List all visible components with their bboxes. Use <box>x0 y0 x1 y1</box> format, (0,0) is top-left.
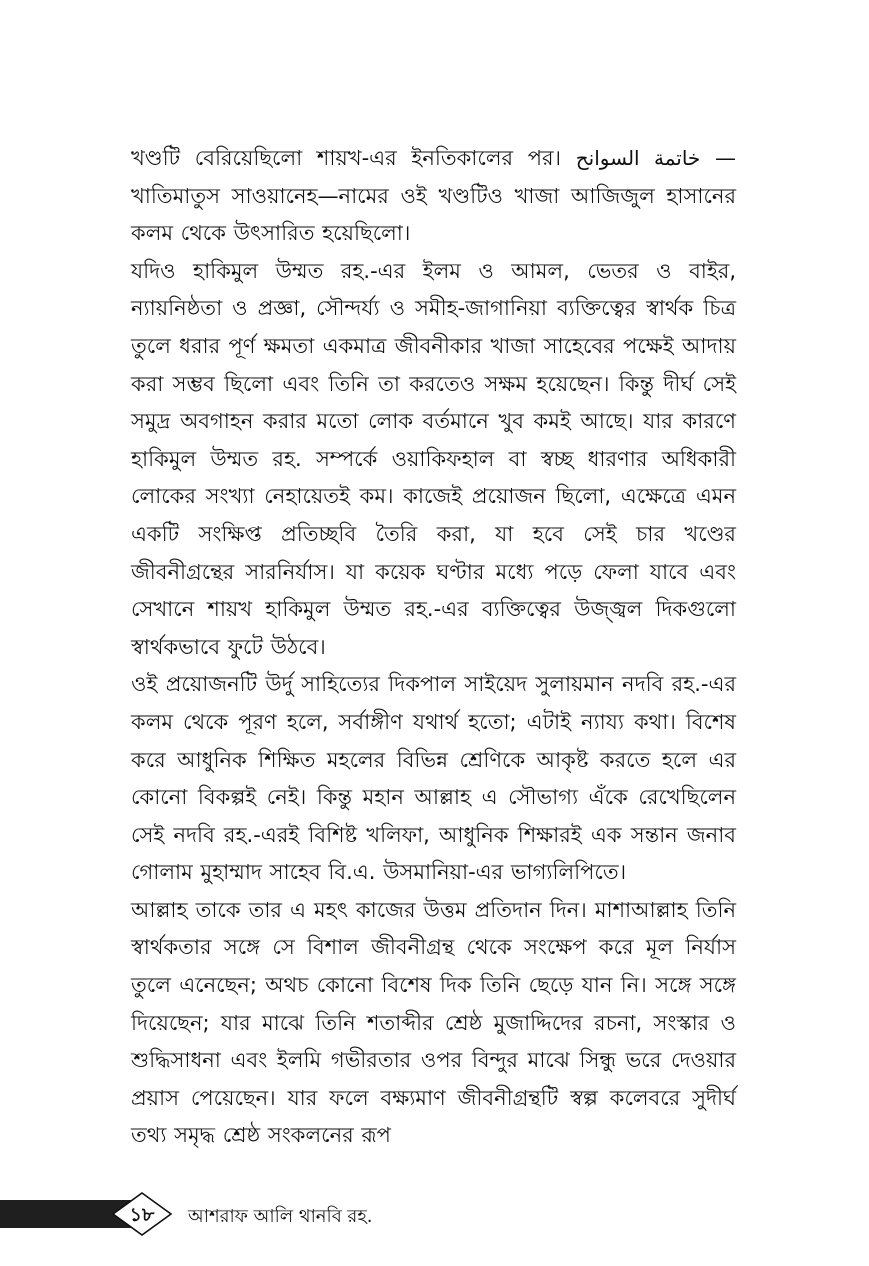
paragraph-1-text: খণ্ডটি বেরিয়েছিলো শায়খ-এর ইনতিকালের পর। <box>131 146 576 170</box>
running-title: আশরাফ আলি থানবি রহ. <box>188 1206 373 1227</box>
paragraph-1 <box>131 140 736 253</box>
paragraph-4: আল্লাহ তাকে তার এ মহৎ কাজের উত্তম প্রতিদান দিন। মাশাআল্লাহ তিনি স্বার্থকতার সঙ্গে সে বিশাল জীবনীগ্রন্থ থেকে সংক্ষেপ করে মূল নির্যাস তুলে এনেছেন; অথচ কোনো বিশেষ দিক তিনি ছেড়ে যান নি। সঙ্গে সঙ্গে দিয়েছেন; যার মাঝে তিনি শতাব্দীর শ্রেষ্ঠ মুজাদ্দিদের রচনা, সংস্কার ও শুদ্ধিসাধনা এবং ইলমি গভীরতার ওপর বিন্দুর মাঝে সিন্ধু ভরে দেওয়ার প্রয়াস পেয়েছেন। যার ফলে বক্ষ্যমাণ জীবনীগ্রন্থটি স্বল্প কলেবরে সুদীর্ঘ তথ্য সমৃদ্ধ শ্রেষ্ঠ সংকলনের রূপ <box>131 897 736 1148</box>
paragraph-3: ওই প্রয়োজনটি উর্দু সাহিত্যের দিকপাল সাইয়েদ সুলায়মান নদবি রহ.-এর কলম থেকে পূরণ হলে, সর্বাঙ্গীণ যথার্থ হতো; এটাই ন্যায্য কথা। বিশেষ করে আধুনিক শিক্ষিত মহলের বিভিন্ন শ্রেণিকে আকৃষ্ট করতে হলে এর কোনো বিকল্পই নেই। কিন্তু মহান আল্লাহ এ সৌভাগ্য এঁকে রেখেছিলেন সেই নদবি রহ.-এরই বিশিষ্ট খলিফা, আধুনিক শিক্ষারই এক সন্তান জনাব গোলাম মুহাম্মাদ সাহেব বি.এ. উসমানিয়া-এর ভাগ্যলিপিতে। <box>131 672 736 885</box>
paragraph-2: যদিও হাকিমুল উম্মত রহ.-এর ইলম ও আমল, ভেতর ও বাইর, ন্যায়নিষ্ঠতা ও প্রজ্ঞা, সৌন্দর্য্য ও সমীহ-জাগানিয়া ব্যক্তিত্বের স্বার্থক চিত্র তুলে ধরার পূর্ণ ক্ষমতা একমাত্র জীবনীকার খাজা সাহেবের পক্ষেই আদায় করা সম্ভব ছিলো এবং তিনি তা করতেও সক্ষম হয়েছেন। কিন্তু দীর্ঘ সেই সমুদ্র অবগাহন করার মতো লোক বর্তমানে খুব কমই আছে। যার কারণে হাকিমুল উম্মত রহ. সম্পর্কে ওয়াকিফহাল বা স্বচ্ছ ধারণার অধিকারী লোকের সংখ্যা নেহায়েতই কম। কাজেই প্রয়োজন ছিলো, এক্ষেত্রে এমন একটি সংক্ষিপ্ত প্রতিচ্ছবি তৈরি করা, যা হবে সেই চার খণ্ডের জীবনীগ্রন্থের সারনির্যাস। যা কয়েক ঘণ্টার মধ্যে পড়ে ফেলা যাবে এবং সেখানে শায়খ হাকিমুল উম্মত রহ.-এর ব্যক্তিত্বের উজ্জ্বল দিকগুলো স্বার্থকভাবে ফুটে উঠবে। <box>131 258 736 659</box>
page-number: ১৮ <box>129 1204 155 1226</box>
arabic-title: خاتمة السوانح <box>575 146 701 170</box>
page-body <box>131 140 736 1155</box>
page-footer <box>0 1194 869 1238</box>
paragraph-1-text-after: —খাতিমাতুস সাওয়ানেহ—নামের ওই খণ্ডটিও খাজা আজিজুল হাসানের কলম থেকে উৎসারিত হয়েছিলো। <box>131 146 736 246</box>
